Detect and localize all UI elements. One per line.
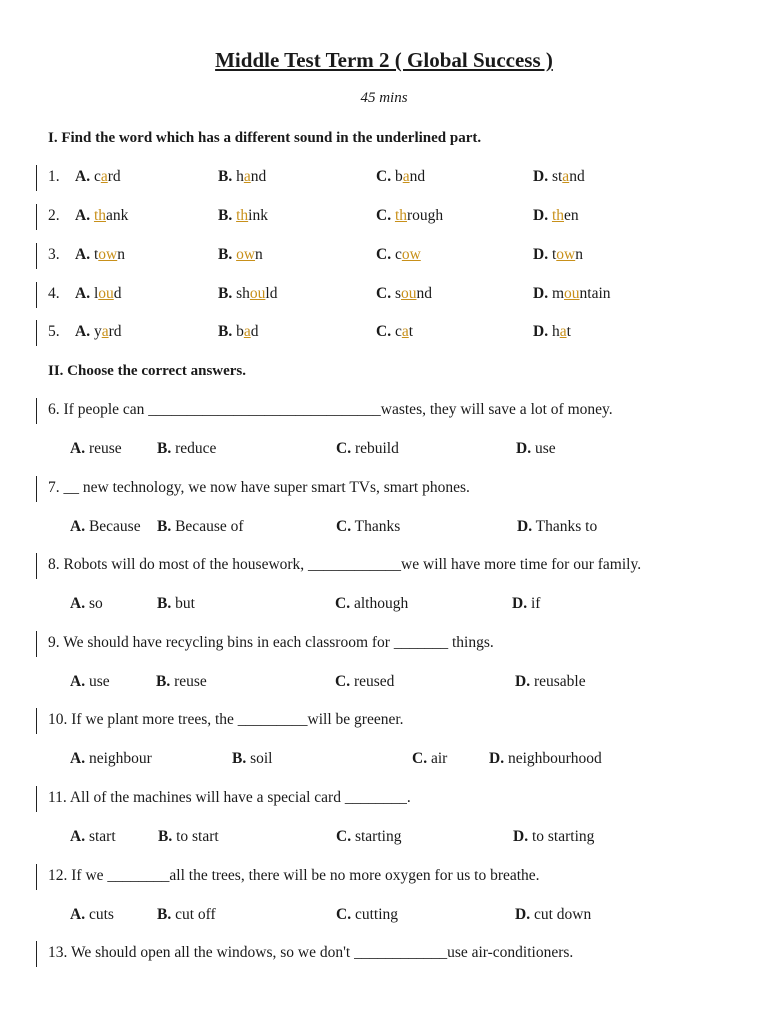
- option-text: cut off: [171, 906, 216, 923]
- answer-option[interactable]: [517, 518, 597, 536]
- option-text: Because of: [171, 518, 244, 535]
- answer-option[interactable]: A. thank: [75, 207, 129, 224]
- page-title: Middle Test Term 2 ( Global Success ): [215, 48, 553, 72]
- question-number: 2.: [48, 207, 60, 224]
- option-letter: B.: [157, 595, 172, 612]
- margin-bar: [36, 398, 37, 424]
- option-letter: B.: [218, 323, 237, 340]
- answer-option[interactable]: A. town: [75, 246, 125, 263]
- option-letter: B.: [157, 440, 172, 457]
- option-letter: A.: [75, 246, 94, 263]
- option-letter: C.: [376, 207, 395, 224]
- answer-option[interactable]: [516, 440, 556, 458]
- underlined-part: a: [402, 168, 410, 185]
- margin-bar: [36, 631, 37, 657]
- option-letter: A.: [70, 906, 86, 923]
- question-text: 13. We should open all the windows, so we don't ____________use air-conditioners.: [48, 944, 574, 961]
- margin-bar: [36, 476, 37, 502]
- option-letter: C.: [336, 906, 352, 923]
- option-letter: C.: [335, 673, 351, 690]
- option-letter: B.: [218, 285, 237, 302]
- answer-option[interactable]: [336, 906, 398, 924]
- option-letter: D.: [516, 440, 532, 457]
- underlined-part: a: [101, 323, 109, 340]
- option-text: to start: [172, 828, 219, 845]
- answer-option[interactable]: [335, 595, 408, 613]
- answer-option[interactable]: [513, 828, 594, 846]
- option-letter: B.: [156, 673, 171, 690]
- question-number: 4.: [48, 285, 60, 302]
- answer-option[interactable]: A. card: [75, 168, 121, 185]
- underlined-part: ou: [98, 285, 114, 302]
- underlined-part: ow: [556, 246, 576, 263]
- option-text: soil: [246, 750, 273, 767]
- underlined-part: a: [243, 168, 251, 185]
- underlined-part: th: [236, 207, 249, 224]
- answer-option[interactable]: [158, 828, 219, 846]
- answer-option[interactable]: [336, 518, 400, 536]
- option-text: reuse: [85, 440, 122, 457]
- margin-bar: [36, 864, 37, 890]
- option-letter: D.: [533, 285, 552, 302]
- option-letter: C.: [376, 323, 395, 340]
- answer-option[interactable]: C. cat: [376, 323, 414, 340]
- option-text: reused: [350, 673, 395, 690]
- option-text: to starting: [528, 828, 595, 845]
- answer-option[interactable]: D. stand: [533, 168, 585, 185]
- question-text: 12. If we ________all the trees, there will be no more oxygen for us to breathe.: [48, 867, 540, 884]
- option-letter: D.: [533, 246, 552, 263]
- answer-option[interactable]: [515, 673, 586, 691]
- answer-option[interactable]: B. hand: [218, 168, 267, 185]
- section-1-heading: I. Find the word which has a different sound in the underlined part.: [48, 130, 482, 146]
- answer-option[interactable]: C. through: [376, 207, 444, 224]
- duration-label: 45 mins: [360, 90, 408, 106]
- answer-option[interactable]: [70, 440, 122, 458]
- option-letter: C.: [336, 440, 352, 457]
- section-2-heading: II. Choose the correct answers.: [48, 363, 247, 379]
- margin-bar: [36, 282, 37, 308]
- option-text: cuts: [85, 906, 114, 923]
- answer-option[interactable]: [489, 750, 602, 768]
- option-letter: A.: [75, 207, 94, 224]
- option-text: if: [527, 595, 541, 612]
- underlined-part: ou: [564, 285, 580, 302]
- question-text: 9. We should have recycling bins in each classroom for _______ things.: [48, 634, 494, 651]
- option-text: use: [85, 673, 110, 690]
- option-letter: D.: [533, 207, 552, 224]
- answer-option[interactable]: [412, 750, 447, 768]
- answer-option[interactable]: [157, 595, 195, 613]
- answer-option[interactable]: [70, 906, 114, 924]
- option-letter: D.: [533, 168, 552, 185]
- option-letter: B.: [157, 518, 172, 535]
- question-text: 7. __ new technology, we now have super smart TVs, smart phones.: [48, 479, 470, 496]
- option-letter: D.: [533, 323, 552, 340]
- underlined-part: th: [394, 207, 408, 224]
- option-letter: C.: [336, 518, 352, 535]
- option-letter: B.: [158, 828, 173, 845]
- answer-option[interactable]: B. bad: [218, 323, 259, 340]
- question-text: 10. If we plant more trees, the _________will be greener.: [48, 711, 404, 728]
- answer-option[interactable]: [157, 518, 244, 536]
- option-text: cut down: [530, 906, 592, 923]
- question-text: 11. All of the machines will have a special card ________.: [48, 789, 411, 806]
- option-text: air: [427, 750, 448, 767]
- answer-option[interactable]: C. band: [376, 168, 426, 185]
- option-letter: A.: [70, 673, 86, 690]
- option-text: although: [350, 595, 409, 612]
- answer-option[interactable]: B. own: [218, 246, 263, 263]
- option-letter: A.: [75, 323, 94, 340]
- option-letter: D.: [489, 750, 505, 767]
- underlined-part: ou: [249, 285, 266, 302]
- margin-bar: [36, 553, 37, 579]
- option-letter: B.: [218, 207, 237, 224]
- answer-option[interactable]: [70, 750, 152, 768]
- option-text: neighbourhood: [504, 750, 602, 767]
- option-letter: C.: [376, 246, 395, 263]
- option-text: rebuild: [351, 440, 399, 457]
- answer-option[interactable]: [156, 673, 207, 691]
- underlined-part: ow: [401, 246, 421, 263]
- answer-option[interactable]: [157, 906, 216, 924]
- option-letter: B.: [232, 750, 247, 767]
- option-letter: D.: [512, 595, 528, 612]
- option-letter: A.: [70, 440, 86, 457]
- answer-option[interactable]: [512, 595, 540, 613]
- option-letter: A.: [70, 828, 86, 845]
- option-letter: A.: [75, 168, 94, 185]
- option-letter: A.: [75, 285, 94, 302]
- answer-option[interactable]: [335, 673, 394, 691]
- underlined-part: a: [562, 168, 570, 185]
- option-letter: B.: [218, 168, 237, 185]
- question-number: 5.: [48, 323, 60, 340]
- option-text: use: [531, 440, 556, 457]
- answer-option[interactable]: D. hat: [533, 323, 571, 340]
- option-text: neighbour: [85, 750, 152, 767]
- option-letter: A.: [70, 750, 86, 767]
- answer-option[interactable]: [515, 906, 591, 924]
- option-letter: A.: [70, 518, 86, 535]
- margin-bar: [36, 165, 37, 191]
- option-text: Thanks: [351, 518, 401, 535]
- underlined-part: ow: [98, 246, 118, 263]
- option-letter: B.: [218, 246, 237, 263]
- option-text: so: [85, 595, 103, 612]
- underlined-part: a: [559, 323, 567, 340]
- margin-bar: [36, 786, 37, 812]
- answer-option[interactable]: [336, 828, 401, 846]
- margin-bar: [36, 204, 37, 230]
- option-letter: C.: [376, 168, 395, 185]
- answer-option[interactable]: B. should: [218, 285, 278, 302]
- margin-bar: [36, 708, 37, 734]
- underlined-part: th: [93, 207, 107, 224]
- margin-bar: [36, 320, 37, 346]
- underlined-part: ow: [236, 246, 256, 263]
- option-text: reduce: [171, 440, 217, 457]
- option-letter: A.: [70, 595, 86, 612]
- underlined-part: ou: [401, 285, 417, 302]
- underlined-part: a: [243, 323, 251, 340]
- answer-option[interactable]: A. yard: [75, 323, 122, 340]
- margin-bar: [36, 941, 37, 967]
- option-text: cutting: [351, 906, 399, 923]
- option-letter: D.: [515, 906, 531, 923]
- option-text: Because: [85, 518, 141, 535]
- option-letter: C.: [336, 828, 352, 845]
- option-letter: D.: [513, 828, 529, 845]
- answer-option[interactable]: C. sound: [376, 285, 432, 302]
- underlined-part: a: [100, 168, 108, 185]
- option-letter: C.: [335, 595, 351, 612]
- option-text: reusable: [530, 673, 586, 690]
- question-number: 1.: [48, 168, 60, 185]
- option-letter: C.: [376, 285, 395, 302]
- answer-option[interactable]: [70, 595, 103, 613]
- option-text: but: [171, 595, 195, 612]
- answer-option[interactable]: D. mountain: [533, 285, 611, 302]
- question-text: 6. If people can ______________________________wastes, they will save a lot of money.: [48, 401, 613, 418]
- option-text: Thanks to: [532, 518, 598, 535]
- underlined-part: a: [401, 323, 409, 340]
- answer-option[interactable]: [70, 673, 110, 691]
- underlined-part: th: [551, 207, 565, 224]
- question-number: 3.: [48, 246, 60, 263]
- option-text: reuse: [170, 673, 207, 690]
- answer-option[interactable]: C. cow: [376, 246, 421, 263]
- answer-option[interactable]: [157, 440, 216, 458]
- answer-option[interactable]: [336, 440, 399, 458]
- option-letter: D.: [515, 673, 531, 690]
- answer-option[interactable]: A. loud: [75, 285, 122, 302]
- question-text: 8. Robots will do most of the housework, ____________we will have more time for our family.: [48, 556, 642, 573]
- option-letter: B.: [157, 906, 172, 923]
- option-text: start: [85, 828, 116, 845]
- margin-bar: [36, 243, 37, 269]
- option-text: starting: [351, 828, 402, 845]
- option-letter: C.: [412, 750, 428, 767]
- answer-option[interactable]: [232, 750, 273, 768]
- answer-option[interactable]: [70, 828, 116, 846]
- answer-option[interactable]: D. then: [533, 207, 579, 224]
- answer-option[interactable]: [70, 518, 141, 536]
- answer-option[interactable]: B. think: [218, 207, 268, 224]
- option-letter: D.: [517, 518, 533, 535]
- answer-option[interactable]: D. town: [533, 246, 583, 263]
